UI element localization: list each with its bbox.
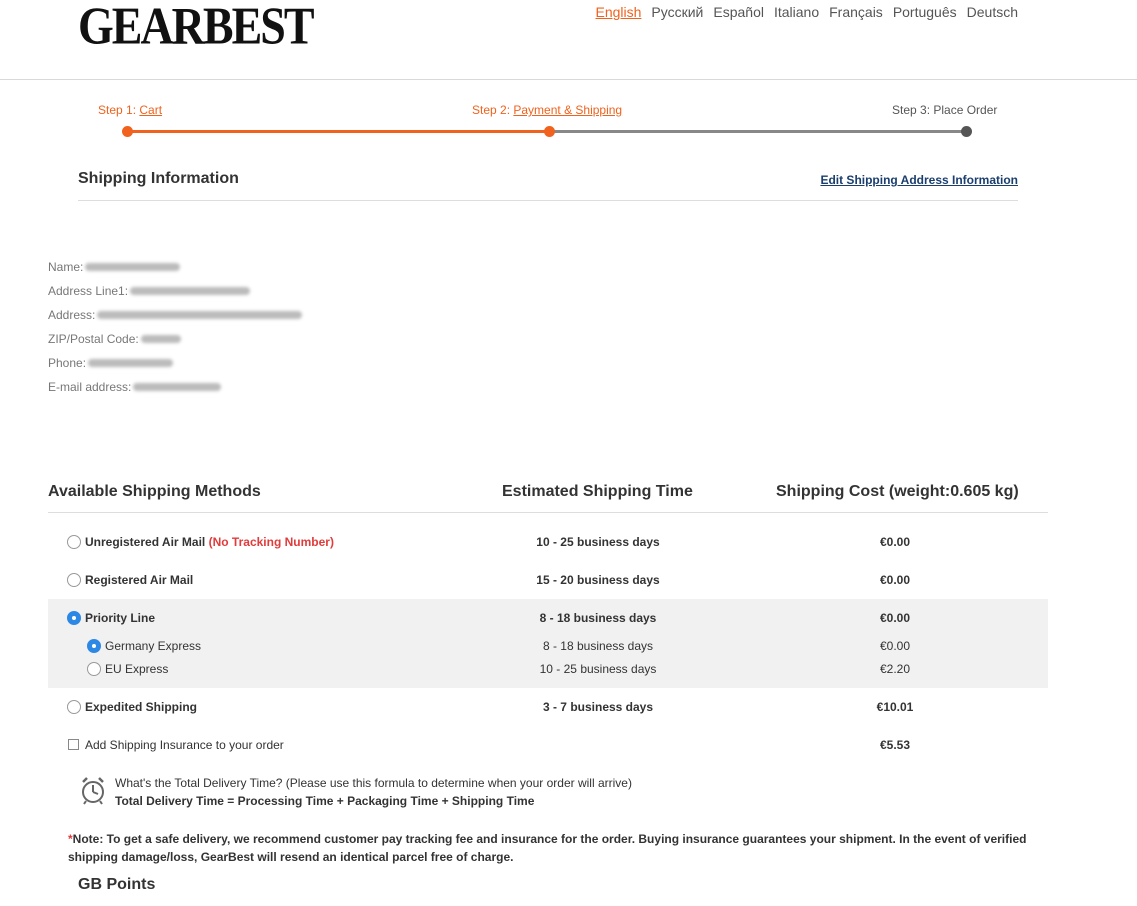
step-2 [472, 103, 622, 117]
address-details [48, 255, 302, 399]
method-cost: €0.00 [879, 573, 911, 587]
field-label: ZIP/Postal Code: [48, 332, 139, 346]
method-time: 15 - 20 business days [536, 573, 660, 587]
method-row-unregistered[interactable] [48, 535, 1048, 549]
redacted-value [141, 335, 181, 343]
progress-track-done [127, 130, 548, 133]
radio-registered-air-mail[interactable] [67, 573, 81, 587]
redacted-value [85, 263, 180, 271]
shipping-info-header [78, 160, 1018, 201]
lang-portuguese[interactable]: Português [892, 4, 957, 20]
method-label: Unregistered Air Mail [85, 535, 206, 549]
method-name: Germany Express [105, 639, 202, 653]
redacted-value [133, 383, 221, 391]
submethod-row-germany-express[interactable] [48, 639, 1048, 653]
address-row-email [48, 375, 302, 399]
site-header [0, 0, 1137, 80]
insurance-cost: €5.53 [879, 738, 911, 752]
lang-spanish[interactable]: Español [713, 4, 764, 20]
submethod-row-eu-express[interactable] [48, 662, 1048, 676]
formula-question: What's the Total Delivery Time? (Please use this formula to determine when your order will arrive) [115, 776, 632, 790]
lang-english[interactable]: English [595, 4, 642, 20]
method-cost: €0.00 [879, 639, 911, 653]
method-time: 10 - 25 business days [539, 662, 657, 676]
note-asterisk: * [68, 832, 73, 846]
field-label: E-mail address: [48, 380, 132, 394]
step-1-prefix: Step 1: [98, 103, 140, 117]
method-name: Expedited Shipping [85, 700, 198, 714]
alarm-clock-icon [80, 775, 106, 807]
note-text: Note: To get a safe delivery, we recommend customer pay tracking fee and insurance for the order. Buying insurance guarantees your shipment. In the event of verified shipping damage/loss, GearBest will resend an identical parcel free of charge. [68, 832, 1027, 864]
lang-german[interactable]: Deutsch [966, 4, 1018, 20]
address-row-line1 [48, 279, 302, 303]
method-row-registered[interactable] [48, 573, 1048, 587]
method-name [85, 535, 334, 549]
method-cost: €2.20 [879, 662, 911, 676]
radio-germany-express[interactable] [87, 639, 101, 653]
method-cost: €10.01 [876, 700, 914, 714]
progress-track-remaining [549, 130, 967, 133]
address-row-phone [48, 351, 302, 375]
insurance-checkbox[interactable] [68, 739, 79, 750]
step-1-cart-link[interactable]: Cart [139, 103, 163, 117]
radio-expedited-shipping[interactable] [67, 700, 81, 714]
lang-italian[interactable]: Italiano [773, 4, 820, 20]
method-cost: €0.00 [879, 535, 911, 549]
method-time: 8 - 18 business days [539, 611, 657, 625]
radio-eu-express[interactable] [87, 662, 101, 676]
col-method-title: Available Shipping Methods [48, 483, 261, 500]
col-time-title: Estimated Shipping Time [502, 483, 693, 500]
address-row-zip [48, 327, 302, 351]
delivery-time-formula [80, 775, 980, 815]
checkout-steps [98, 100, 998, 140]
radio-priority-line[interactable] [67, 611, 81, 625]
method-name: EU Express [105, 662, 169, 676]
field-label: Address: [48, 308, 96, 322]
redacted-value [88, 359, 173, 367]
address-row-address [48, 303, 302, 327]
step-2-payment-link[interactable]: Payment & Shipping [513, 103, 623, 117]
method-time: 10 - 25 business days [536, 535, 660, 549]
insurance-label: Add Shipping Insurance to your order [85, 738, 284, 752]
step-3: Step 3: Place Order [892, 103, 998, 117]
language-switcher [596, 4, 1019, 20]
step-1-dot [122, 126, 133, 137]
radio-unregistered-air-mail[interactable] [67, 535, 81, 549]
redacted-value [97, 311, 302, 319]
delivery-note [68, 830, 1038, 866]
method-cost: €0.00 [879, 611, 911, 625]
lang-russian[interactable]: Русский [651, 4, 704, 20]
insurance-row[interactable] [48, 738, 1048, 752]
redacted-value [130, 287, 250, 295]
step-2-prefix: Step 2: [472, 103, 514, 117]
step-1 [98, 103, 162, 117]
method-row-priority-line[interactable] [48, 611, 1048, 625]
method-name: Registered Air Mail [85, 573, 194, 587]
field-label: Phone: [48, 356, 87, 370]
method-time: 8 - 18 business days [542, 639, 654, 653]
gb-points-title: GB Points [78, 876, 156, 893]
method-name: Priority Line [85, 611, 156, 625]
lang-french[interactable]: Français [829, 4, 883, 20]
step-3-dot [961, 126, 972, 137]
formula-text: Total Delivery Time = Processing Time + Packaging Time + Shipping Time [115, 794, 535, 808]
no-tracking-note: (No Tracking Number) [208, 535, 334, 549]
step-2-dot [544, 126, 555, 137]
field-label: Address Line1: [48, 284, 129, 298]
method-row-expedited[interactable] [48, 700, 1048, 714]
gearbest-logo[interactable]: GEARBEST [78, 0, 313, 56]
col-cost-title: Shipping Cost (weight:0.605 kg) [776, 483, 1019, 500]
method-time: 3 - 7 business days [542, 700, 654, 714]
address-row-name [48, 255, 302, 279]
edit-shipping-address-link[interactable]: Edit Shipping Address Information [820, 173, 1018, 187]
shipping-methods-header [48, 472, 1048, 513]
field-label: Name: [48, 260, 84, 274]
shipping-info-title: Shipping Information [78, 170, 239, 187]
